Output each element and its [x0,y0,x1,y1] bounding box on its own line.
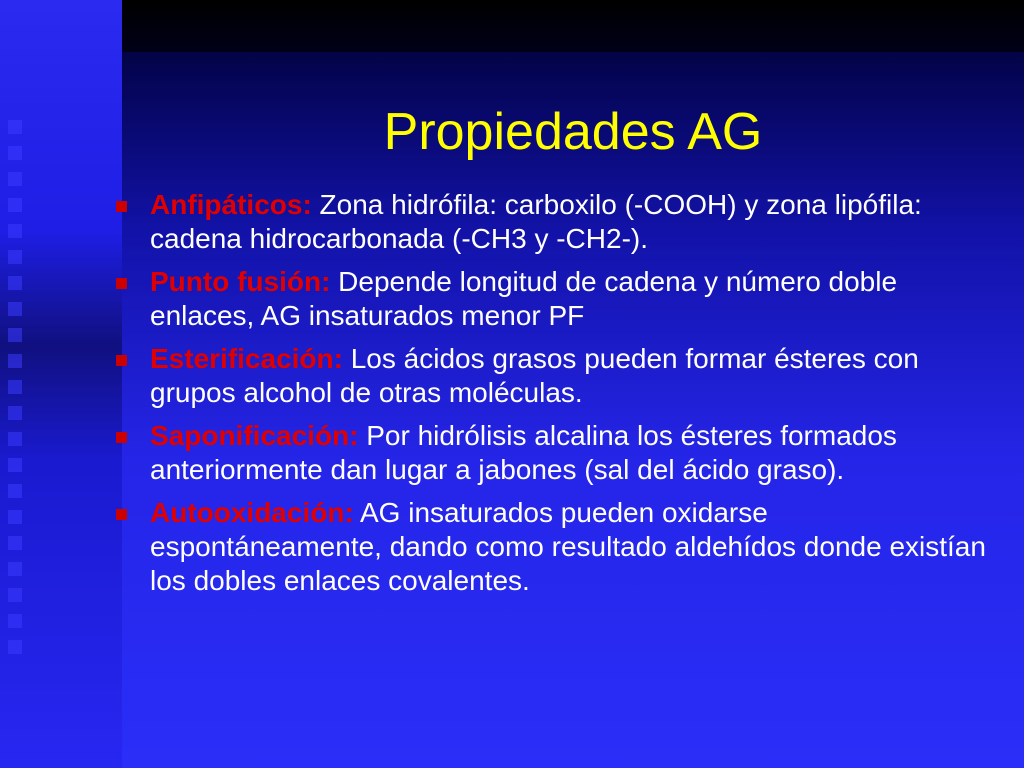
square-bullet-icon [116,355,127,366]
decorative-square [8,588,22,602]
bullet-term: Anfipáticos: [150,189,312,220]
bullet-text: AG insaturados pueden oxidarse espontáneamente, dando como resultado aldehídos donde existían los dobles enlaces covalentes. [150,497,986,596]
bullet-text: Los ácidos grasos pueden formar ésteres con grupos alcohol de otras moléculas. [150,343,919,408]
decorative-square [8,224,22,238]
decorative-square [8,172,22,186]
decorative-squares [8,120,24,666]
decorative-square [8,380,22,394]
decorative-square [8,614,22,628]
decorative-square [8,302,22,316]
bullet-text: Por hidrólisis alcalina los ésteres formados anteriormente dan lugar a jabones (sal del ácido graso). [150,420,897,485]
decorative-square [8,250,22,264]
decorative-square [8,458,22,472]
decorative-square [8,328,22,342]
decorative-square [8,406,22,420]
bullet-list [112,188,992,607]
bullet-term: Esterificación: [150,343,343,374]
bullet-item-punto-fusion [112,265,992,333]
decorative-square [8,510,22,524]
square-bullet-icon [116,201,127,212]
square-bullet-icon [116,509,127,520]
top-dark-bar [122,0,1024,52]
bullet-item-saponificacion [112,419,992,487]
decorative-square [8,484,22,498]
decorative-square [8,276,22,290]
bullet-term: Saponificación: [150,420,359,451]
decorative-square [8,640,22,654]
decorative-square [8,354,22,368]
bullet-term: Autooxidación: [150,497,354,528]
square-bullet-icon [116,278,127,289]
decorative-square [8,432,22,446]
bullet-item-autooxidacion [112,496,992,598]
bullet-text: Depende longitud de cadena y número doble enlaces, AG insaturados menor PF [150,266,898,331]
decorative-square [8,198,22,212]
square-bullet-icon [116,432,127,443]
decorative-square [8,536,22,550]
left-decorative-band [0,0,122,768]
bullet-item-esterificacion [112,342,992,410]
decorative-square [8,562,22,576]
slide-title: Propiedades AG [383,103,763,161]
decorative-square [8,120,22,134]
decorative-square [8,146,22,160]
bullet-text: Zona hidrófila: carboxilo (-COOH) y zona lipófila: cadena hidrocarbonada (-CH3 y -CH2-). [150,189,922,254]
bullet-item-anfipaticos [112,188,992,256]
bullet-term: Punto fusión: [150,266,331,297]
